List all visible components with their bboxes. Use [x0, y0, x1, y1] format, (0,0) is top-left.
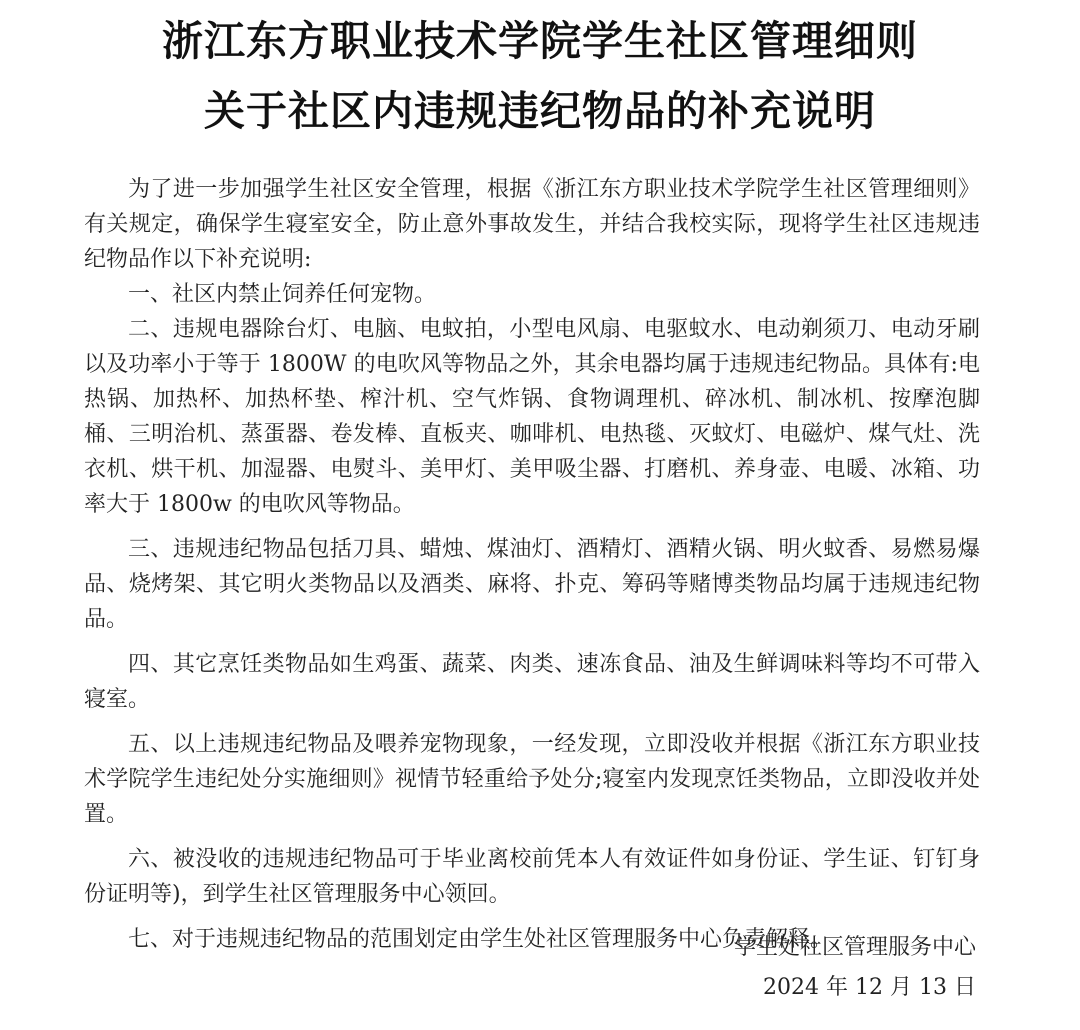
signature-date: 2024 年 12 月 13 日 [763, 975, 976, 1000]
intro-paragraph: 为了进一步加强学生社区安全管理，根据《浙江东方职业技术学院学生社区管理细则》有关规定，确保学生寝室安全，防止意外事故发生，并结合我校实际，现将学生社区违规违纪物品作以下补充说明: [84, 177, 980, 272]
clause-3-paragraph: 三、违规违纪物品包括刀具、蜡烛、煤油灯、酒精灯、酒精火锅、明火蚊香、易燃易爆品、烧烤架、其它明火类物品以及酒类、麻将、扑克、筹码等赌博类物品均属于违规违纪物品。 [84, 537, 980, 632]
document-title-line1: 浙江东方职业技术学院学生社区管理细则 [162, 17, 918, 65]
signature-block [734, 928, 976, 1008]
clause-4-paragraph: 四、其它烹饪类物品如生鸡蛋、蔬菜、肉类、速冻食品、油及生鲜调味料等均不可带入寝室。 [84, 652, 980, 712]
clause-7-paragraph: 七、对于违规违纪物品的范围划定由学生处社区管理服务中心负责解释。 [128, 927, 833, 952]
document-body [84, 172, 980, 957]
clause-6-paragraph: 六、被没收的违规违纪物品可于毕业离校前凭本人有效证件如身份证、学生证、钉钉身份证明等)，到学生社区管理服务中心领回。 [84, 847, 980, 907]
clause-5-paragraph: 五、以上违规违纪物品及喂养宠物现象，一经发现，立即没收并根据《浙江东方职业技术学院学生违纪处分实施细则》视情节轻重给予处分;寝室内发现烹饪类物品，立即没收并处置。 [84, 732, 980, 827]
clause-2-paragraph: 二、违规电器除台灯、电脑、电蚊拍，小型电风扇、电驱蚊水、电动剃须刀、电动牙刷以及功率小于等于 1800W 的电吹风等物品之外，其余电器均属于违规违纪物品。具体有:电热锅、加热杯、加热杯垫、榨汁机、空气炸锅、食物调理机、碎冰机、制冰机、按摩泡脚桶、三明治机、蒸蛋器、卷发棒、直板夹、咖啡机、电热毯、灭蚊灯、电磁炉、煤气灶、洗衣机、烘干机、加湿器、电熨斗、美甲灯、美甲吸尘器、打磨机、养身壶、电暖、冰箱、功率大于 1800w 的电吹风等物品。 [84, 317, 980, 517]
signature-organization: 学生处社区管理服务中心 [733, 935, 976, 960]
clause-1-paragraph: 一、社区内禁止饲养任何宠物。 [128, 282, 437, 307]
document-title-line2: 关于社区内违规违纪物品的补充说明 [204, 87, 876, 135]
